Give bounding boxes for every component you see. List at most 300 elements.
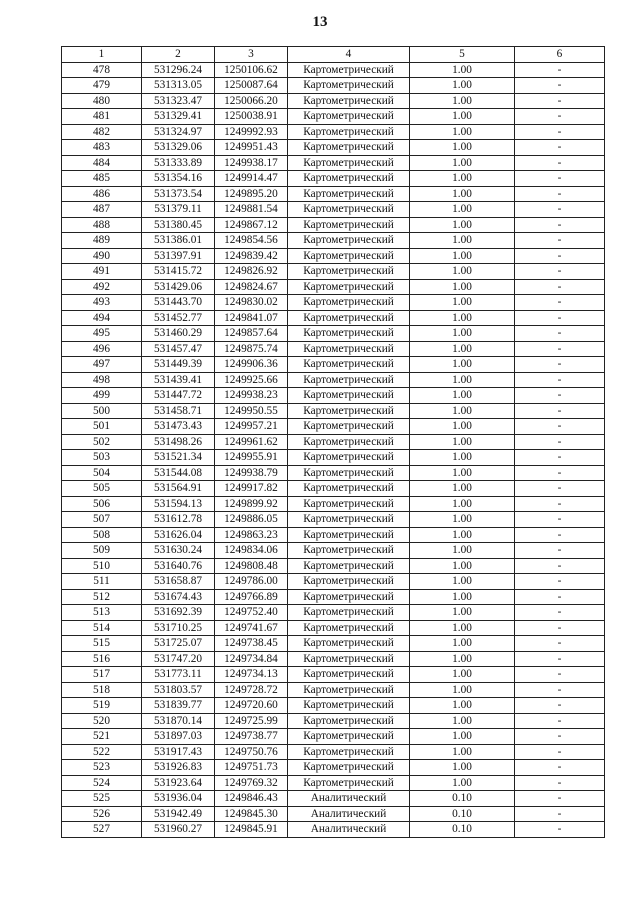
table-cell: - — [515, 620, 605, 636]
table-cell: 531373.54 — [142, 186, 215, 202]
table-cell: 1249906.36 — [215, 357, 288, 373]
table-cell: 1249808.48 — [215, 558, 288, 574]
table-cell: - — [515, 527, 605, 543]
table-cell: Картометрический — [288, 589, 410, 605]
table-header — [62, 47, 605, 63]
table-cell: 485 — [62, 171, 142, 187]
table-row — [62, 62, 605, 78]
table-cell: Картометрический — [288, 326, 410, 342]
table-cell: 1.00 — [410, 682, 515, 698]
table-cell: 1249734.84 — [215, 651, 288, 667]
table-cell: Картометрический — [288, 217, 410, 233]
table-cell: 1249841.07 — [215, 310, 288, 326]
table-cell: 1249830.02 — [215, 295, 288, 311]
table-cell: 1249751.73 — [215, 760, 288, 776]
table-cell: 480 — [62, 93, 142, 109]
table-row — [62, 295, 605, 311]
table-cell: - — [515, 140, 605, 156]
table-cell: - — [515, 651, 605, 667]
table-cell: 522 — [62, 744, 142, 760]
table-cell: 520 — [62, 713, 142, 729]
table-cell: 1249938.23 — [215, 388, 288, 404]
table-cell: 492 — [62, 279, 142, 295]
table-cell: 1249786.00 — [215, 574, 288, 590]
table-cell: 506 — [62, 496, 142, 512]
table-cell: - — [515, 543, 605, 559]
table-cell: 1.00 — [410, 620, 515, 636]
table-cell: 493 — [62, 295, 142, 311]
table-cell: 531630.24 — [142, 543, 215, 559]
table-cell: 517 — [62, 667, 142, 683]
table-cell: Картометрический — [288, 62, 410, 78]
table-cell: 519 — [62, 698, 142, 714]
table-cell: Картометрический — [288, 481, 410, 497]
table-cell: 514 — [62, 620, 142, 636]
table-cell: 499 — [62, 388, 142, 404]
table-cell: 1.00 — [410, 264, 515, 280]
table-cell: 1249846.43 — [215, 791, 288, 807]
table-cell: 1.00 — [410, 667, 515, 683]
table-cell: - — [515, 372, 605, 388]
table-cell: 531803.57 — [142, 682, 215, 698]
table-cell: 1.00 — [410, 574, 515, 590]
table-row — [62, 822, 605, 838]
table-cell: 1249863.23 — [215, 527, 288, 543]
header-cell: 3 — [215, 47, 288, 63]
table-cell: 1249881.54 — [215, 202, 288, 218]
table-cell: 531452.77 — [142, 310, 215, 326]
table-row — [62, 512, 605, 528]
table-cell: 494 — [62, 310, 142, 326]
table-cell: 531439.41 — [142, 372, 215, 388]
table-cell: 1249961.62 — [215, 434, 288, 450]
table-row — [62, 124, 605, 140]
table-cell: - — [515, 558, 605, 574]
table-cell: - — [515, 760, 605, 776]
table-cell: Картометрический — [288, 558, 410, 574]
table-cell: 489 — [62, 233, 142, 249]
table-row — [62, 264, 605, 280]
table-cell: 1249826.92 — [215, 264, 288, 280]
table-row — [62, 326, 605, 342]
table-row — [62, 574, 605, 590]
table-row — [62, 527, 605, 543]
table-cell: 1249914.47 — [215, 171, 288, 187]
table-cell: 1249752.40 — [215, 605, 288, 621]
table-body — [62, 62, 605, 837]
table-cell: - — [515, 217, 605, 233]
table-cell: 521 — [62, 729, 142, 745]
table-cell: 507 — [62, 512, 142, 528]
table-cell: - — [515, 822, 605, 838]
table-row — [62, 558, 605, 574]
table-cell: Картометрический — [288, 202, 410, 218]
table-cell: Картометрический — [288, 729, 410, 745]
table-cell: Картометрический — [288, 171, 410, 187]
table-cell: 1249769.32 — [215, 775, 288, 791]
table-cell: Картометрический — [288, 78, 410, 94]
table-row — [62, 217, 605, 233]
table-cell: Картометрический — [288, 667, 410, 683]
table-cell: 1.00 — [410, 295, 515, 311]
table-cell: 1249886.05 — [215, 512, 288, 528]
table-cell: - — [515, 481, 605, 497]
table-cell: 1249867.12 — [215, 217, 288, 233]
table-cell: Картометрический — [288, 310, 410, 326]
table-cell: 531658.87 — [142, 574, 215, 590]
table-cell: - — [515, 233, 605, 249]
table-cell: 510 — [62, 558, 142, 574]
table-row — [62, 636, 605, 652]
table-cell: 1.00 — [410, 512, 515, 528]
table-cell: 1.00 — [410, 217, 515, 233]
table-cell: 495 — [62, 326, 142, 342]
table-cell: 525 — [62, 791, 142, 807]
table-cell: 1.00 — [410, 636, 515, 652]
table-cell: 1249938.17 — [215, 155, 288, 171]
table-cell: 531333.89 — [142, 155, 215, 171]
table-cell: - — [515, 605, 605, 621]
table-cell: Картометрический — [288, 248, 410, 264]
table-cell: 487 — [62, 202, 142, 218]
table-row — [62, 93, 605, 109]
table-cell: 1.00 — [410, 775, 515, 791]
table-cell: Картометрический — [288, 109, 410, 125]
table-cell: - — [515, 124, 605, 140]
table-cell: 1250087.64 — [215, 78, 288, 94]
table-cell: 1.00 — [410, 729, 515, 745]
table-row — [62, 729, 605, 745]
table-cell: 1249895.20 — [215, 186, 288, 202]
table-cell: 1249950.55 — [215, 403, 288, 419]
table-cell: 1.00 — [410, 434, 515, 450]
table-cell: 1249938.79 — [215, 465, 288, 481]
table-cell: 1249741.67 — [215, 620, 288, 636]
table-row — [62, 605, 605, 621]
table-cell: 1.00 — [410, 341, 515, 357]
table-cell: 504 — [62, 465, 142, 481]
table-cell: 508 — [62, 527, 142, 543]
table-cell: 531564.91 — [142, 481, 215, 497]
table-cell: 1249992.93 — [215, 124, 288, 140]
table-cell: 531323.47 — [142, 93, 215, 109]
table-cell: 1249738.45 — [215, 636, 288, 652]
table-cell: 1249824.67 — [215, 279, 288, 295]
table-row — [62, 620, 605, 636]
table-cell: 1249925.66 — [215, 372, 288, 388]
table-cell: 1.00 — [410, 403, 515, 419]
table-row — [62, 434, 605, 450]
table-cell: 531429.06 — [142, 279, 215, 295]
table-row — [62, 248, 605, 264]
table-row — [62, 806, 605, 822]
table-cell: 1.00 — [410, 760, 515, 776]
table-row — [62, 78, 605, 94]
table-cell: - — [515, 357, 605, 373]
page-number: 13 — [312, 14, 328, 30]
table-row — [62, 791, 605, 807]
table-cell: - — [515, 434, 605, 450]
table-cell: 1.00 — [410, 543, 515, 559]
table-cell: 481 — [62, 109, 142, 125]
table-cell: Картометрический — [288, 93, 410, 109]
table-row — [62, 760, 605, 776]
table-cell: 1.00 — [410, 202, 515, 218]
table-cell: 1.00 — [410, 124, 515, 140]
table-cell: 1.00 — [410, 171, 515, 187]
table-cell: Картометрический — [288, 698, 410, 714]
table-cell: 511 — [62, 574, 142, 590]
table-cell: 500 — [62, 403, 142, 419]
table-cell: - — [515, 295, 605, 311]
header-cell: 1 — [62, 47, 142, 63]
table-row — [62, 155, 605, 171]
table-cell: 509 — [62, 543, 142, 559]
table-cell: 1.00 — [410, 450, 515, 466]
table-cell: 1.00 — [410, 186, 515, 202]
table-cell: 1249917.82 — [215, 481, 288, 497]
table-cell: 531386.01 — [142, 233, 215, 249]
table-cell: 531612.78 — [142, 512, 215, 528]
header-cell: 6 — [515, 47, 605, 63]
table-cell: - — [515, 744, 605, 760]
table-cell: 1.00 — [410, 62, 515, 78]
table-cell: Картометрический — [288, 636, 410, 652]
table-cell: 1.00 — [410, 279, 515, 295]
table-row — [62, 140, 605, 156]
table-row — [62, 403, 605, 419]
table-row — [62, 744, 605, 760]
table-cell: - — [515, 698, 605, 714]
table-cell: 1.00 — [410, 481, 515, 497]
table-cell: 1.00 — [410, 357, 515, 373]
table-cell: 0.10 — [410, 791, 515, 807]
table-cell: - — [515, 512, 605, 528]
table-cell: - — [515, 341, 605, 357]
table-cell: - — [515, 109, 605, 125]
table-cell: 516 — [62, 651, 142, 667]
table-cell: 1249845.91 — [215, 822, 288, 838]
table-cell: 1.00 — [410, 233, 515, 249]
table-cell: 523 — [62, 760, 142, 776]
table-cell: Аналитический — [288, 822, 410, 838]
table-cell: 531380.45 — [142, 217, 215, 233]
table-cell: - — [515, 419, 605, 435]
table-cell: Картометрический — [288, 233, 410, 249]
table-cell: 531692.39 — [142, 605, 215, 621]
table-cell: 531379.11 — [142, 202, 215, 218]
table-row — [62, 341, 605, 357]
table-cell: 531329.41 — [142, 109, 215, 125]
table-cell: Картометрический — [288, 512, 410, 528]
table-cell: 1.00 — [410, 419, 515, 435]
table-cell: Картометрический — [288, 527, 410, 543]
table-cell: 498 — [62, 372, 142, 388]
table-cell: 1249728.72 — [215, 682, 288, 698]
table-cell: - — [515, 326, 605, 342]
table-cell: 531674.43 — [142, 589, 215, 605]
table-cell: - — [515, 636, 605, 652]
table-cell: Картометрический — [288, 620, 410, 636]
table-cell: Картометрический — [288, 155, 410, 171]
table-cell: 1.00 — [410, 558, 515, 574]
table-cell: 505 — [62, 481, 142, 497]
table-cell: 1.00 — [410, 698, 515, 714]
table-cell: 531897.03 — [142, 729, 215, 745]
header-cell: 5 — [410, 47, 515, 63]
table-cell: 531839.77 — [142, 698, 215, 714]
table-cell: - — [515, 775, 605, 791]
table-row — [62, 651, 605, 667]
table-cell: 1249857.64 — [215, 326, 288, 342]
table-cell: 484 — [62, 155, 142, 171]
table-cell: 0.10 — [410, 822, 515, 838]
table-cell: 1.00 — [410, 527, 515, 543]
table-cell: 1.00 — [410, 93, 515, 109]
table-cell: 501 — [62, 419, 142, 435]
table-cell: Картометрический — [288, 403, 410, 419]
table-cell: 531725.07 — [142, 636, 215, 652]
table-cell: - — [515, 713, 605, 729]
table-cell: 1249766.89 — [215, 589, 288, 605]
table-cell: - — [515, 78, 605, 94]
table-cell: 1.00 — [410, 326, 515, 342]
table-cell: 1249839.42 — [215, 248, 288, 264]
table-cell: 1249738.77 — [215, 729, 288, 745]
table-cell: Картометрический — [288, 140, 410, 156]
table-row — [62, 450, 605, 466]
table-cell: - — [515, 186, 605, 202]
table-row — [62, 279, 605, 295]
table-cell: Картометрический — [288, 186, 410, 202]
table-row — [62, 109, 605, 125]
table-cell: 531917.43 — [142, 744, 215, 760]
table-cell: Картометрический — [288, 744, 410, 760]
table-cell: 1.00 — [410, 109, 515, 125]
table-cell: - — [515, 248, 605, 264]
table-cell: 1.00 — [410, 496, 515, 512]
table-cell: 1.00 — [410, 713, 515, 729]
table-cell: 1.00 — [410, 310, 515, 326]
table-cell: - — [515, 202, 605, 218]
table-cell: Аналитический — [288, 806, 410, 822]
table-cell: 1.00 — [410, 372, 515, 388]
table-cell: 1.00 — [410, 78, 515, 94]
table-cell: - — [515, 93, 605, 109]
table-cell: 1249955.91 — [215, 450, 288, 466]
table-cell: Картометрический — [288, 372, 410, 388]
table-cell: - — [515, 729, 605, 745]
table-row — [62, 682, 605, 698]
table-row — [62, 543, 605, 559]
table-cell: 1249899.92 — [215, 496, 288, 512]
table-cell: 531747.20 — [142, 651, 215, 667]
table-cell: Картометрический — [288, 357, 410, 373]
table-cell: 531447.72 — [142, 388, 215, 404]
table-cell: 531473.43 — [142, 419, 215, 435]
table-cell: - — [515, 310, 605, 326]
table-cell: 502 — [62, 434, 142, 450]
table-cell: 478 — [62, 62, 142, 78]
table-cell: 497 — [62, 357, 142, 373]
table-cell: 491 — [62, 264, 142, 280]
table-row — [62, 465, 605, 481]
table-cell: 513 — [62, 605, 142, 621]
table-cell: 1249734.13 — [215, 667, 288, 683]
table-cell: - — [515, 574, 605, 590]
table-cell: 531457.47 — [142, 341, 215, 357]
table-cell: Картометрический — [288, 295, 410, 311]
coordinates-table — [61, 46, 605, 838]
table-cell: Картометрический — [288, 574, 410, 590]
table-cell: 531460.29 — [142, 326, 215, 342]
table-row — [62, 419, 605, 435]
table-cell: - — [515, 155, 605, 171]
table-cell: 1.00 — [410, 140, 515, 156]
table-cell: Картометрический — [288, 543, 410, 559]
table-cell: Картометрический — [288, 605, 410, 621]
table-cell: 483 — [62, 140, 142, 156]
table-cell: 1249854.56 — [215, 233, 288, 249]
table-cell: - — [515, 279, 605, 295]
table-cell: 531923.64 — [142, 775, 215, 791]
table-cell: 486 — [62, 186, 142, 202]
table-cell: 531870.14 — [142, 713, 215, 729]
table-cell: 1250066.20 — [215, 93, 288, 109]
table-cell: Картометрический — [288, 496, 410, 512]
table-row — [62, 667, 605, 683]
table-cell: 531521.34 — [142, 450, 215, 466]
table-cell: 1250038.91 — [215, 109, 288, 125]
table-cell: 1249750.76 — [215, 744, 288, 760]
table-cell: 488 — [62, 217, 142, 233]
table-cell: 1.00 — [410, 388, 515, 404]
table-cell: 490 — [62, 248, 142, 264]
table-cell: 1.00 — [410, 465, 515, 481]
table-cell: 531449.39 — [142, 357, 215, 373]
table-cell: 1.00 — [410, 248, 515, 264]
table-cell: 482 — [62, 124, 142, 140]
table-cell: 1249957.21 — [215, 419, 288, 435]
table-cell: 524 — [62, 775, 142, 791]
table-row — [62, 713, 605, 729]
table-cell: 531773.11 — [142, 667, 215, 683]
table-cell: Картометрический — [288, 419, 410, 435]
table-row — [62, 202, 605, 218]
table-cell: 531324.97 — [142, 124, 215, 140]
table-cell: 531415.72 — [142, 264, 215, 280]
table-cell: 503 — [62, 450, 142, 466]
header-cell: 2 — [142, 47, 215, 63]
table-cell: 531926.83 — [142, 760, 215, 776]
table-row — [62, 698, 605, 714]
table-cell: 518 — [62, 682, 142, 698]
table-cell: 496 — [62, 341, 142, 357]
table-cell: Аналитический — [288, 791, 410, 807]
table-cell: 479 — [62, 78, 142, 94]
table-cell: 1249845.30 — [215, 806, 288, 822]
table-row — [62, 481, 605, 497]
table-cell: 531296.24 — [142, 62, 215, 78]
table-cell: - — [515, 264, 605, 280]
table-cell: 526 — [62, 806, 142, 822]
header-row — [62, 47, 605, 63]
table-cell: 1249875.74 — [215, 341, 288, 357]
table-cell: - — [515, 791, 605, 807]
table-cell: Картометрический — [288, 264, 410, 280]
table-row — [62, 372, 605, 388]
table-cell: 531640.76 — [142, 558, 215, 574]
